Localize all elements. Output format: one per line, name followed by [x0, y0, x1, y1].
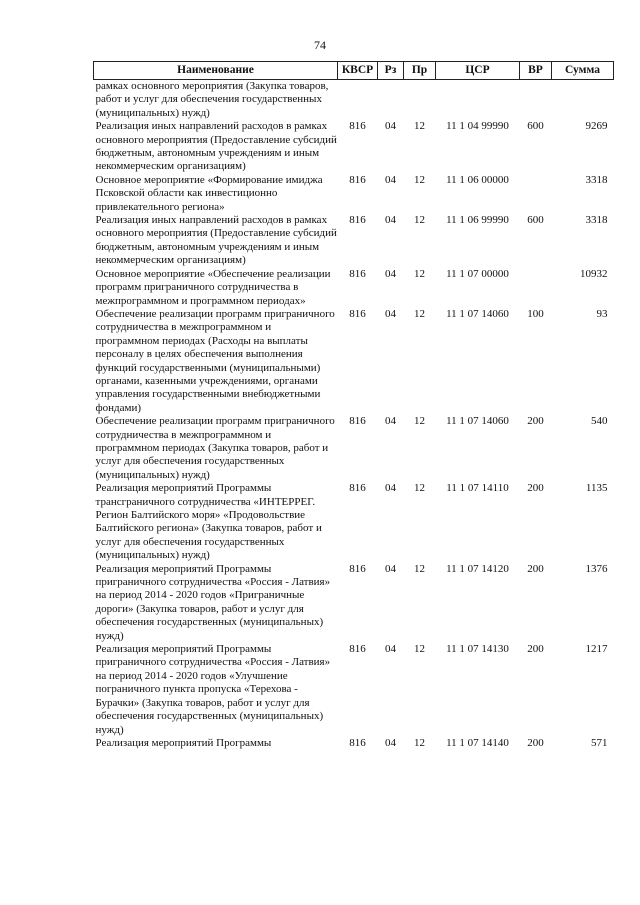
row-kvsr-cell: 816 [349, 562, 366, 575]
table-row [94, 214, 614, 268]
row-vr-cell: 600 [527, 214, 544, 227]
row-rz-cell: 04 [385, 415, 396, 428]
row-rz-cell: 04 [385, 562, 396, 575]
table-header-row [94, 62, 614, 80]
row-kvsr-cell: 816 [349, 120, 366, 133]
row-sum-cell: 1376 [585, 562, 608, 575]
table-row [94, 563, 614, 643]
row-pr-cell: 12 [414, 415, 425, 428]
row-name-cell: Основное мероприятие «Формирование имиджа Псковской области как инвестиционно привлекательного региона» [95, 173, 323, 213]
row-kvsr-cell: 816 [349, 415, 366, 428]
row-name-cell: Реализация иных направлений расходов в рамках основного мероприятия (Предоставление субсидий бюджетным, автономным учреждениям и иным некоммерческим организациям) [95, 120, 337, 173]
row-pr-cell: 12 [414, 736, 425, 749]
row-vr-cell: 200 [527, 482, 544, 495]
row-vr-cell [520, 80, 552, 121]
header-name: Наименование [94, 62, 338, 80]
table-row [94, 415, 614, 482]
header-csr: ЦСР [436, 62, 520, 80]
row-rz-cell: 04 [385, 267, 396, 280]
row-vr-cell: 200 [527, 643, 544, 656]
row-pr-cell: 12 [414, 562, 425, 575]
row-kvsr-cell: 816 [349, 643, 366, 656]
row-rz-cell [378, 80, 404, 121]
table-row [94, 268, 614, 308]
row-name-cell: Основное мероприятие «Обеспечение реализации программ приграничного сотрудничества в межпрограммном и программном периодах» [95, 267, 331, 307]
row-rz-cell: 04 [385, 736, 396, 749]
row-sum-cell: 93 [596, 307, 608, 320]
row-name-cell: Реализация мероприятий Программы приграничного сотрудничества «Россия - Латвия» на период 2014 - 2020 годов «Приграничные дороги» (Закупка товаров, работ и услуг для обеспечения государственных (муниципальных) нужд) [95, 562, 331, 642]
row-sum-cell [552, 80, 614, 121]
row-rz-cell: 04 [385, 120, 396, 133]
row-name-cell: Реализация иных направлений расходов в рамках основного мероприятия (Предоставление субсидий бюджетным, автономным учреждениям и иным некоммерческим организациям) [95, 214, 337, 267]
row-pr-cell: 12 [414, 120, 425, 133]
header-kvsr: КВСР [338, 62, 378, 80]
row-csr-cell: 11 1 07 14130 [446, 643, 509, 656]
row-kvsr-cell: 816 [349, 736, 366, 749]
row-csr-cell: 11 1 07 14120 [446, 562, 509, 575]
row-pr-cell [404, 80, 436, 121]
table-row [94, 80, 614, 121]
row-pr-cell: 12 [414, 214, 425, 227]
row-kvsr-cell: 816 [349, 267, 366, 280]
table-row [94, 737, 614, 750]
header-pr: Пр [404, 62, 436, 80]
row-vr-cell: 200 [527, 736, 544, 749]
row-csr-cell: 11 1 06 00000 [446, 173, 509, 186]
row-name-cell: Реализация мероприятий Программы [95, 736, 272, 749]
row-rz-cell: 04 [385, 482, 396, 495]
header-sum: Сумма [552, 62, 614, 80]
table-row [94, 174, 614, 214]
header-vr: ВР [520, 62, 552, 80]
row-kvsr-cell: 816 [349, 482, 366, 495]
row-kvsr-cell: 816 [349, 307, 366, 320]
row-rz-cell: 04 [385, 643, 396, 656]
row-pr-cell: 12 [414, 307, 425, 320]
row-pr-cell: 12 [414, 173, 425, 186]
row-csr-cell [436, 80, 520, 121]
row-vr-cell [520, 268, 552, 308]
row-vr-cell: 200 [527, 562, 544, 575]
row-name-cell: Реализация мероприятий Программы трансграничного сотрудничества «ИНТЕРРЕГ. Регион Балтийского моря» «Продовольствие Балтийского региона» (Закупка товаров, работ и услуг для обеспечения государственных (муниципальных) нужд) [95, 482, 322, 562]
row-rz-cell: 04 [385, 214, 396, 227]
row-pr-cell: 12 [414, 267, 425, 280]
row-pr-cell: 12 [414, 482, 425, 495]
page-number: 74 [314, 38, 326, 52]
row-csr-cell: 11 1 04 99990 [446, 120, 509, 133]
row-sum-cell: 3318 [585, 214, 608, 227]
row-sum-cell: 540 [591, 415, 608, 428]
row-name-cell: Обеспечение реализации программ приграничного сотрудничества в межпрограммном и программном периодах (Расходы на выплаты персоналу в целях обеспечения выполнения функций государственными (муниципальными) органами, казенными учреждениями, органами управления государственными внебюджетными фондами) [95, 307, 335, 414]
row-name-cell: Обеспечение реализации программ приграничного сотрудничества в межпрограммном и программном периодах (Закупка товаров, работ и услуг для обеспечения государственных (муниципальных) нужд) [95, 415, 335, 481]
row-vr-cell: 600 [527, 120, 544, 133]
row-vr-cell: 200 [527, 415, 544, 428]
budget-table [93, 61, 613, 750]
row-csr-cell: 11 1 07 14060 [446, 415, 509, 428]
row-pr-cell: 12 [414, 643, 425, 656]
table-row [94, 120, 614, 174]
row-sum-cell: 3318 [585, 173, 608, 186]
row-rz-cell: 04 [385, 173, 396, 186]
row-csr-cell: 11 1 07 14110 [446, 482, 509, 495]
row-rz-cell: 04 [385, 307, 396, 320]
row-sum-cell: 1135 [585, 482, 608, 495]
table-row [94, 643, 614, 737]
row-name-cell: рамках основного мероприятия (Закупка товаров, работ и услуг для обеспечения государственных (муниципальных) нужд) [95, 80, 329, 119]
row-name-cell: Реализация мероприятий Программы приграничного сотрудничества «Россия - Латвия» на период 2014 - 2020 годов «Улучшение пограничного пункта пропуска «Терехова - Бурачки» (Закупка товаров, работ и услуг для обеспечения государственных (муниципальных) нужд) [95, 643, 331, 736]
row-csr-cell: 11 1 06 99990 [446, 214, 509, 227]
row-sum-cell: 9269 [585, 120, 608, 133]
table-body [94, 80, 614, 751]
row-vr-cell: 100 [527, 307, 544, 320]
row-kvsr-cell: 816 [349, 173, 366, 186]
row-sum-cell: 10932 [580, 267, 608, 280]
table-row [94, 308, 614, 415]
row-csr-cell: 11 1 07 14060 [446, 307, 509, 320]
table-row [94, 482, 614, 562]
row-sum-cell: 571 [591, 736, 608, 749]
row-kvsr-cell: 816 [349, 214, 366, 227]
row-kvsr-cell [338, 80, 378, 121]
row-vr-cell [520, 174, 552, 214]
row-csr-cell: 11 1 07 00000 [446, 267, 509, 280]
row-sum-cell: 1217 [585, 643, 608, 656]
header-rz: Рз [378, 62, 404, 80]
row-csr-cell: 11 1 07 14140 [446, 736, 509, 749]
